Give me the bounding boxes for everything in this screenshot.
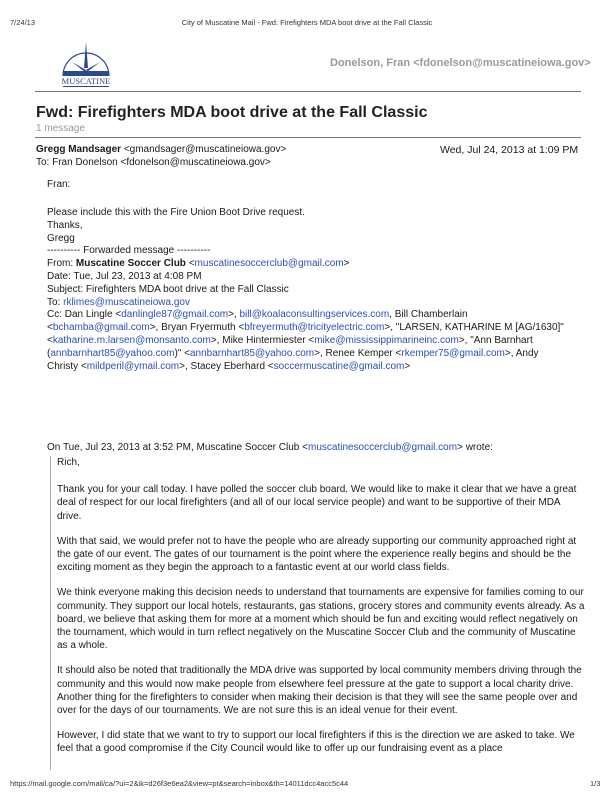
forwarded-subject: Subject: Firefighters MDA boot drive at the Fall Classic: [47, 283, 289, 295]
cc-text: Cc: Dan Lingle <: [47, 309, 122, 321]
forwarded-date: Date: Tue, Jul 23, 2013 at 4:08 PM: [47, 270, 202, 282]
quote-paragraph: With that said, we would prefer not to have the people who are already supporting our community approached right at the gate of our event. The gates of our tournament is the point where the experience really begins and should be the exciting moment as they begin the approach to a fantastic event at our world class fields.: [57, 535, 577, 574]
cc-text: , Bill Chamberlain <: [47, 309, 468, 334]
cc-text: >, Stacey Eberhard <: [179, 360, 274, 372]
svg-text:MUSCATINE: MUSCATINE: [61, 76, 111, 86]
print-url: https://mail.google.com/mail/ca/?ui=2&ik=d26f3e6ea2&view=pt&search=inbox&th=14011dcc4acc5c44: [10, 779, 349, 788]
body-line: Fran:: [47, 179, 71, 190]
body-line: Thanks,: [47, 219, 83, 231]
forwarded-separator: ---------- Forwarded message ----------: [47, 245, 211, 257]
forwarded-to-email[interactable]: rklimes@muscatineiowa.gov: [63, 296, 190, 308]
page-number: 1/3: [590, 779, 601, 788]
body-line: Please include this with the Fire Union Boot Drive request.: [47, 207, 305, 218]
sender: [36, 144, 286, 157]
forwarded-from-name: Muscatine Soccer Club: [75, 258, 186, 270]
message-date: Wed, Jul 24, 2013 at 1:09 PM: [440, 144, 579, 156]
divider: [35, 91, 581, 92]
cc-email-link[interactable]: soccermuscatine@gmail.com: [273, 360, 405, 372]
quote-paragraph: However, I did state that we want to try to support our local firefighters if this is the direction we are asked to take. We feel that a good compromise if the City Council would like to offer up our fundraising event as a place: [57, 730, 575, 755]
cc-text: >, Mike Hintermiester <: [210, 334, 315, 346]
quote-paragraph: Rich,: [57, 457, 80, 468]
quote-paragraph: We think everyone making this decision needs to understand that tournaments are expensive for families coming to our community. They support our local hotels, restaurants, gas stations, grocery stores and community events already. As a board, we believe that asking them for more at a moment which should be fun and exciting would reflect negatively on the tournament, which would in turn reflect negatively on the Muscatine Soccer Club and the community of Muscatine as a whole.: [57, 587, 585, 652]
cc-email-link[interactable]: annbarnhart85@yahoo.com: [189, 347, 315, 359]
body-line: Gregg: [47, 232, 75, 244]
sender-name: Gregg Mandsager: [36, 144, 122, 155]
cc-text: >, Renee Kemper <: [314, 347, 402, 359]
cc-email-link[interactable]: annbarnhart85@yahoo.com: [50, 347, 175, 359]
cc-text: >, Bryan Fryermuth <: [149, 322, 245, 334]
quoted-message: [50, 456, 585, 796]
cc-email-link[interactable]: mike@mississippimarineinc.com: [314, 334, 459, 346]
cc-email-link[interactable]: bchamba@gmail.com: [52, 322, 150, 334]
cc-email-link[interactable]: bill@koalaconsultingservices.com: [239, 309, 390, 321]
quote-paragraph: It should also be noted that traditionally the MDA drive was supported by local community members driving through the community and this would now make people from elsewhere feel pressure at the gate to support a local charity drive. Another thing for the firefighters to consider when making their decision is that they will see the same people over and over for the days of our tournaments. We are not sure this is an ideal venue for their event.: [57, 665, 582, 717]
message-to: To: Fran Donelson <fdonelson@muscatineiowa.gov>: [36, 157, 271, 168]
cc-email-link[interactable]: danlingle87@gmail.com: [121, 309, 229, 321]
thread-subject: Fwd: Firefighters MDA boot drive at the Fall Classic: [36, 104, 428, 121]
cc-text: >: [404, 360, 411, 372]
divider: [35, 137, 581, 138]
message-body: [47, 207, 577, 373]
cc-text: >, "Ann Barnhart (: [47, 334, 533, 359]
print-title: City of Muscatine Mail - Fwd: Firefighters MDA boot drive at the Fall Classic: [181, 18, 433, 27]
cc-text: >, Andy Christy <: [47, 347, 539, 372]
forwarded-from-email[interactable]: muscatinesoccerclub@gmail.com: [194, 258, 344, 270]
cc-email-link[interactable]: katharine.m.larsen@monsanto.com: [52, 334, 211, 346]
cc-text: >, "LARSEN, KATHARINE M [AG/1630]" <: [47, 322, 564, 346]
quote-header: On Tue, Jul 23, 2013 at 3:52 PM, Muscatine Soccer Club <muscatinesoccerclub@gmail.com> wrote:: [47, 442, 493, 453]
cc-text: >,: [228, 309, 240, 321]
sender-email: <gmandsager@muscatineiowa.gov>: [123, 144, 287, 155]
account-label: Donelson, Fran <fdonelson@muscatineiowa.gov>: [330, 57, 591, 69]
forwarded-cc: [47, 309, 567, 373]
cc-email-link[interactable]: mildperil@ymail.com: [86, 360, 180, 372]
cc-text: )" <: [174, 347, 190, 359]
message-count: 1 message: [36, 123, 85, 134]
quote-paragraph: Thank you for your call today. I have polled the soccer club board. We would like to make it clear that we have a great deal of respect for our local firefighters (and all of our local service people) and want to be supportive of their MDA drive.: [57, 484, 577, 522]
cc-email-link[interactable]: bfreyermuth@tricityelectric.com: [244, 322, 385, 334]
cc-email-link[interactable]: rkemper75@gmail.com: [401, 347, 505, 359]
quote-sender-email[interactable]: muscatinesoccerclub@gmail.com: [307, 442, 458, 453]
forwarded-to: To: rklimes@muscatineiowa.gov: [47, 296, 190, 308]
forwarded-from: From: Muscatine Soccer Club <muscatinesoccerclub@gmail.com>: [47, 258, 350, 270]
print-date: 7/24/13: [10, 18, 36, 27]
muscatine-logo: [60, 38, 112, 88]
